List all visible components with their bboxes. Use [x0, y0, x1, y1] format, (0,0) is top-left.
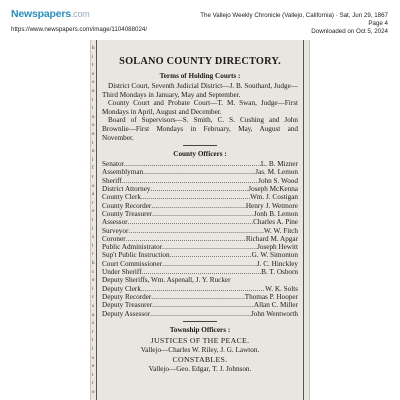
dot-leader: [122, 177, 258, 185]
officer-name: Joseph McKenna: [248, 185, 298, 194]
officer-row: [102, 243, 298, 251]
officer-row: [102, 210, 298, 218]
officer-row: [102, 260, 298, 268]
gutter-letter: l: [92, 347, 94, 352]
officer-title: Deputy Clerk: [102, 284, 141, 293]
page-number: Page 4: [368, 20, 388, 27]
gutter-letter: h: [92, 261, 95, 266]
dot-leader: [143, 168, 255, 176]
download-date: Downloaded on Oct 5, 2024: [311, 28, 388, 35]
gutter-letter: o: [92, 123, 95, 129]
officer-row: [102, 227, 298, 235]
officer-title: County Clerk: [102, 193, 141, 202]
constables-heading: CONSTABLES.: [172, 355, 228, 365]
gutter-letter: l: [92, 157, 94, 163]
gutter-letter: o: [92, 183, 95, 189]
dot-leader: [128, 218, 254, 226]
officer-row: [102, 202, 298, 210]
officer-title: Deputy Assessor: [102, 309, 151, 318]
dot-leader: [152, 301, 254, 309]
clipping-meta: [158, 12, 388, 36]
officer-name: Charles A. Pine: [253, 218, 298, 227]
officer-row: [102, 310, 298, 318]
logo-text: Newspapers: [11, 8, 71, 20]
gutter-letter: o: [92, 278, 95, 284]
officer-title: Assessor: [102, 218, 128, 227]
gutter-letter: s: [92, 321, 94, 327]
officer-title: Deputy Treasurer: [102, 301, 153, 310]
officer-row: [102, 160, 298, 168]
logo-suffix: .com: [70, 9, 90, 19]
gutter-letter: e: [92, 71, 95, 77]
gutter-letter: s: [92, 235, 94, 241]
officer-row: [102, 276, 298, 284]
officer-name: John S. Wood: [258, 176, 298, 185]
gutter-letter: o: [92, 390, 95, 395]
officer-row: [102, 168, 298, 176]
article-title: SOLANO COUNTY DIRECTORY.: [119, 56, 281, 67]
officer-name: Allan C. Miller: [253, 301, 298, 310]
gutter-letter: r: [92, 329, 94, 335]
officer-title: Public Administrator: [102, 243, 163, 252]
gutter-letter: c: [92, 295, 95, 301]
dot-leader: [151, 185, 249, 193]
gutter-letter: a: [92, 312, 95, 318]
gutter-letter: t: [92, 218, 94, 223]
gutter-letter: r: [92, 252, 94, 258]
officer-title: Surveyor: [102, 226, 129, 235]
dot-leader: [151, 202, 246, 210]
officer-name: W. K. Solts: [265, 284, 298, 293]
dot-leader: [162, 260, 257, 268]
gutter-letter: t: [92, 338, 94, 344]
newspapers-logo[interactable]: [11, 8, 90, 20]
gutter-letter: t: [92, 372, 94, 378]
officer-title: Assemblyman: [102, 168, 144, 177]
gutter-letter: i: [92, 54, 94, 60]
dot-leader: [141, 285, 265, 293]
gutter-letter: e: [92, 364, 95, 370]
gutter-letter: t: [92, 97, 94, 103]
officer-name: Thomas P. Hooper: [244, 292, 298, 301]
officer-row: [102, 293, 298, 301]
term-entry: County Court and Probate Court—T. M. Swan, Judge—First Mondays in April, August and December.: [102, 99, 298, 116]
justices-entry: Vallejo—Charles W. Riley, J. G. Lawton.: [140, 345, 260, 354]
officer-row: [102, 185, 298, 193]
dot-leader: [152, 210, 254, 218]
dot-leader: [141, 193, 250, 201]
terms-heading: Terms of Holding Courts :: [159, 72, 241, 80]
officer-title: Deputy Recorder: [102, 292, 152, 301]
officer-row: [102, 235, 298, 243]
gutter-letter: a: [92, 192, 95, 198]
gutter-letter: s: [92, 355, 94, 361]
officer-row: [102, 177, 298, 185]
term-entry: District Court, Seventh Judicial District—J. B. Southard, Judge—Third Mondays in January, May and September.: [102, 82, 298, 99]
terms-list: [102, 82, 298, 142]
term-entry: Board of Supervisors—S. Smith, C. S. Cushing and John Brownlie—First Mondays in February, May, August and November.: [102, 116, 298, 142]
officer-name: L. B. Mizner: [260, 160, 298, 169]
dot-leader: [162, 243, 257, 251]
officer-title: Sheriff: [102, 176, 122, 185]
constables-entry: Vallejo—Geo. Edgar, T. J. Johnson.: [148, 365, 252, 374]
officer-name: Joseph Hewitt: [257, 243, 298, 252]
dot-leader: [126, 235, 246, 243]
dot-leader: [150, 310, 251, 318]
officer-title: Sup't Public Instruction: [102, 251, 170, 260]
gutter-letter: r: [92, 175, 94, 180]
gutter-letter: e: [92, 209, 95, 215]
officer-title: District Attorney: [102, 185, 151, 194]
image-url: https://www.newspapers.com/image/1104088024/: [11, 26, 148, 33]
officer-name: Jas. M. Lemon: [255, 168, 298, 177]
officer-title: Coroner: [102, 234, 126, 243]
officer-name: Wm. J. Costigan: [250, 193, 298, 202]
officer-name: W. W. Fitch: [263, 226, 298, 235]
gutter-letter: n: [92, 132, 95, 137]
officer-name: Henry J. Wetmore: [245, 201, 298, 210]
dot-leader: [151, 293, 244, 301]
officer-name: J. C. Hinckley: [256, 259, 298, 268]
officer-row: [102, 193, 298, 201]
gutter-letter: l: [92, 243, 94, 249]
dot-leader: [142, 268, 262, 276]
officer-row: [102, 251, 298, 259]
officer-name: Jonh B. Lemon: [253, 209, 298, 218]
page-header: [0, 0, 400, 40]
officer-name: G. W. Simonton: [251, 251, 298, 260]
officer-title: Senator: [102, 160, 124, 169]
gutter-letter: h: [92, 46, 95, 51]
officer-name: B. T. Osborn: [261, 268, 298, 277]
divider: [183, 145, 217, 146]
gutter-letter: i: [92, 286, 94, 292]
publication-info: The Vallejo Weekly Chronicle (Vallejo, California) · Sat, Jun 29, 1867: [200, 12, 388, 19]
gutter-letter: t: [92, 140, 94, 146]
officer-title: County Recorder: [102, 201, 152, 210]
gutter-letter: s: [92, 304, 94, 309]
county-officers-heading: County Officers :: [173, 150, 227, 159]
officer-title: County Treasurer: [102, 209, 153, 218]
officer-title: Under Sheriff: [102, 268, 142, 277]
officer-name: Richard M. Apgar: [245, 234, 298, 243]
officer-row: [102, 285, 298, 293]
officer-row: [102, 301, 298, 309]
gutter-letter: f: [92, 166, 94, 172]
officer-name: John Wentworth: [250, 309, 298, 318]
newspaper-clipping: [90, 40, 310, 400]
directory-article: [102, 44, 298, 375]
justices-heading: JUSTICES OF THE PEACE.: [150, 335, 250, 345]
gutter-letter: r: [92, 381, 94, 387]
divider: [183, 321, 217, 322]
gutter-letter: c: [92, 269, 95, 275]
county-officers-list: [102, 160, 298, 318]
dot-leader: [124, 160, 261, 168]
gutter-letter: r: [92, 200, 94, 206]
gutter-letter: i: [92, 106, 94, 112]
gutter-letter: o: [92, 80, 95, 86]
officer-title: Court Commissioner: [102, 259, 163, 268]
officer-title: Deputy Sheriffs, Wm. Aspenall, J. Y. Rucker: [102, 276, 231, 285]
gutter-letter: n: [92, 114, 95, 120]
officer-row: [102, 268, 298, 276]
gutter-letter: t: [92, 63, 94, 69]
gutter-letter: n: [92, 89, 95, 94]
gutter-letter: l: [92, 226, 94, 232]
column-rule-right: [303, 40, 304, 400]
township-officers-heading: Township Officers :: [169, 325, 231, 334]
column-rule-left: [96, 40, 97, 400]
dot-leader: [170, 251, 252, 259]
gutter-letter: n: [92, 149, 95, 155]
officer-row: [102, 218, 298, 226]
dot-leader: [128, 227, 264, 235]
